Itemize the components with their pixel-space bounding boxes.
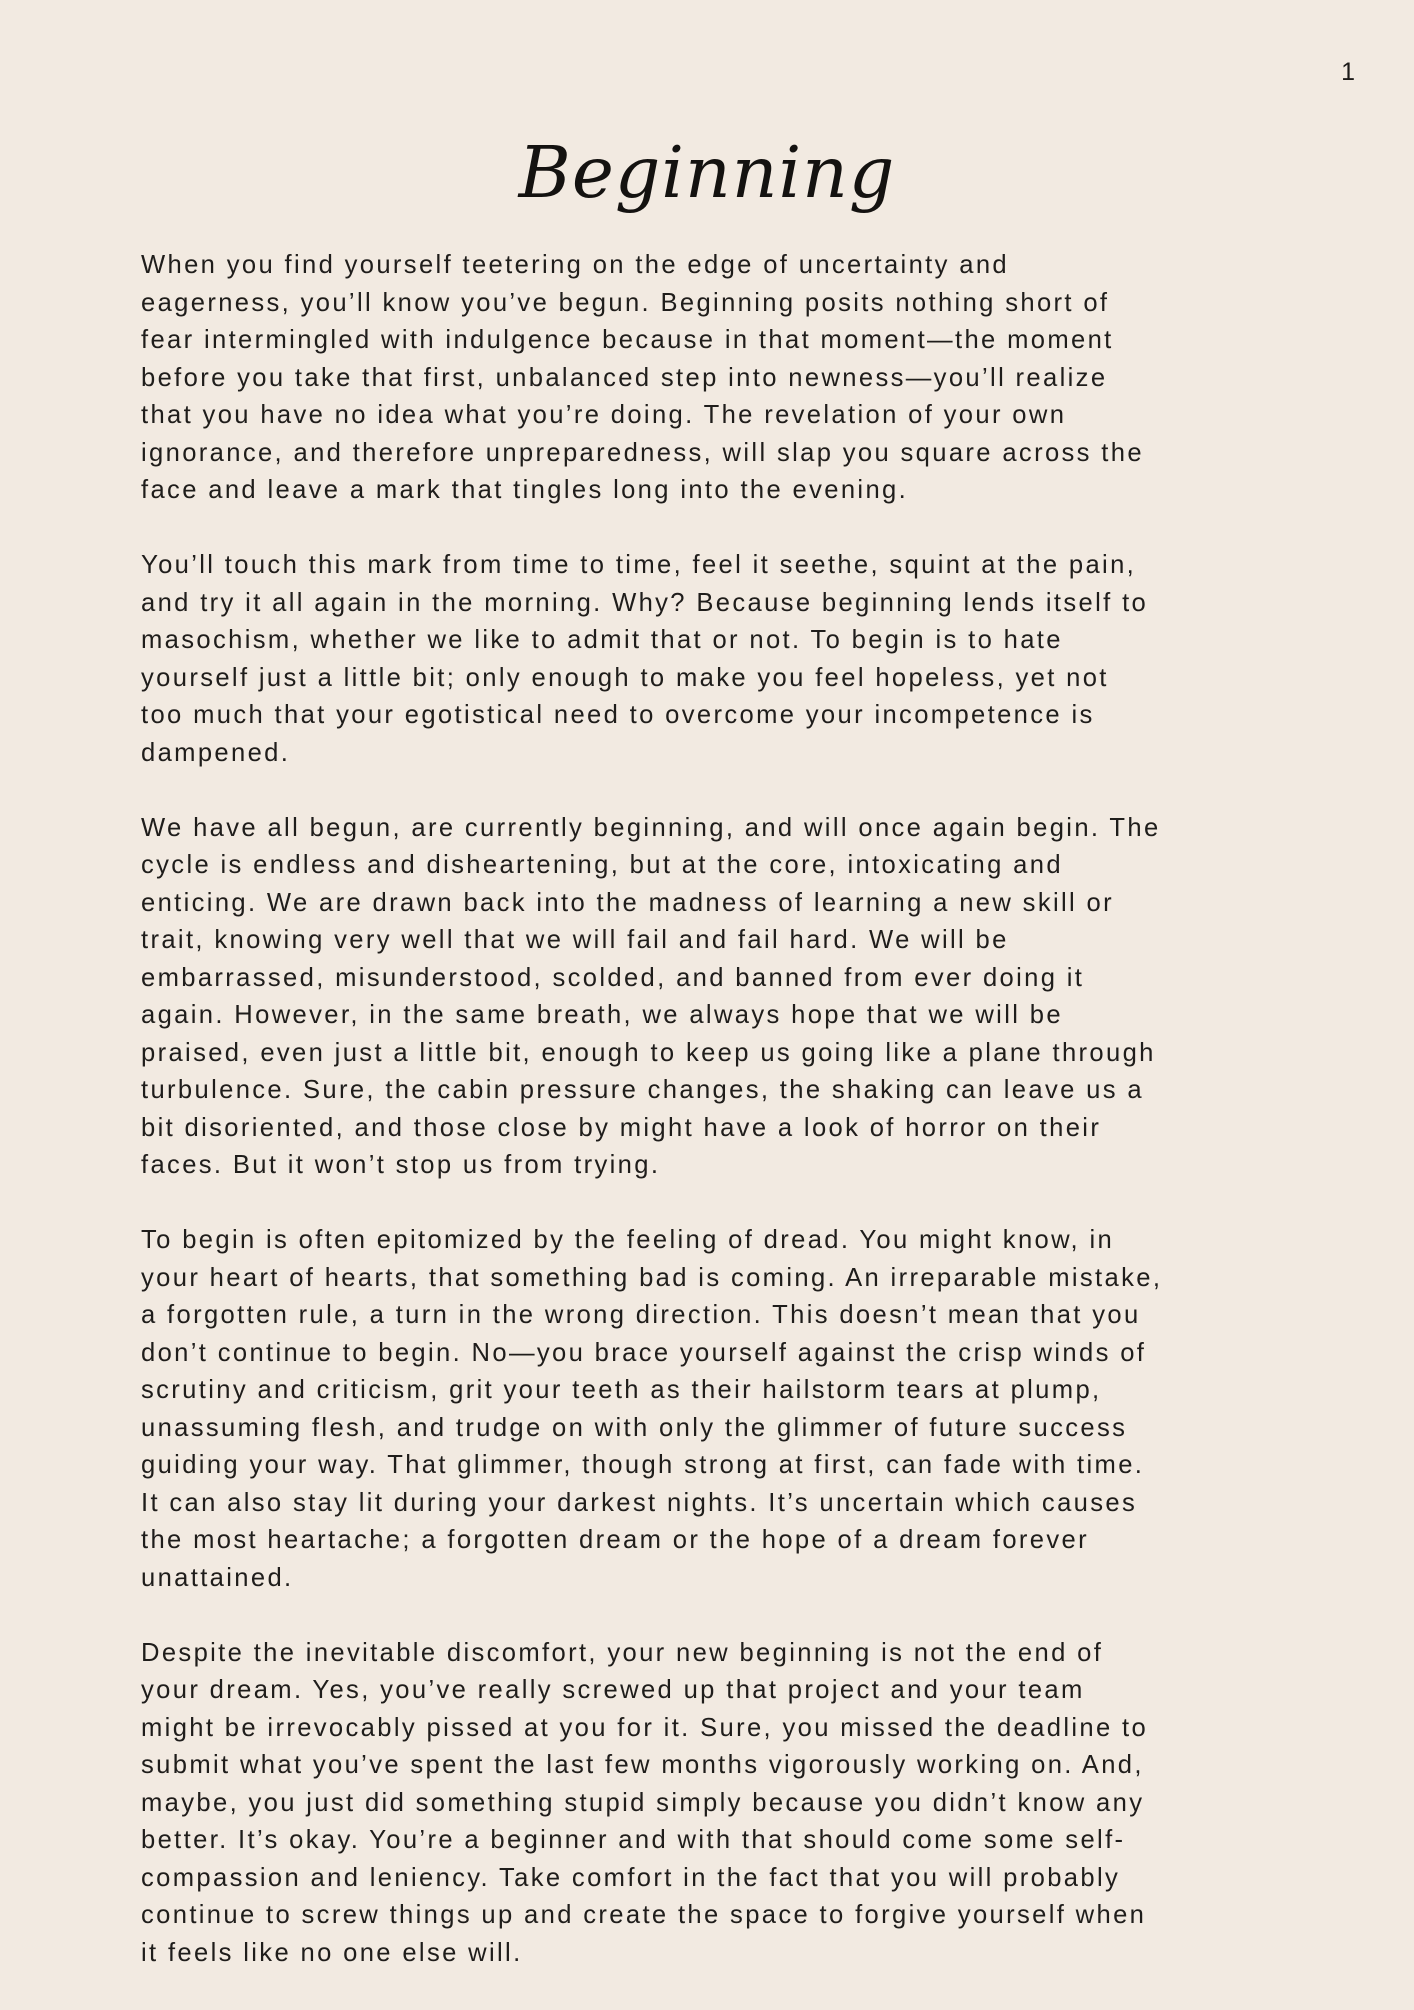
text-line: too much that your egotistical need to overcome your incompetence is xyxy=(141,701,1095,729)
text-line: enticing. We are drawn back into the madness of learning a new skill or xyxy=(141,888,1115,917)
text-line: Despite the inevitable discomfort, your new beginning is not the end of xyxy=(141,1638,1104,1667)
text-line: a forgotten rule, a turn in the wrong direction. This doesn’t mean that you xyxy=(141,1301,1141,1329)
paragraph xyxy=(141,247,1273,510)
text-line: face and leave a mark that tingles long into the evening. xyxy=(141,476,909,504)
text-line: before you take that first, unbalanced step into newness—you’ll realize xyxy=(141,363,1108,392)
text-line: eagerness, you’ll know you’ve begun. Beginning posits nothing short of xyxy=(141,288,1110,317)
text-line: trait, knowing very well that we will fail and fail hard. We will be xyxy=(141,926,1009,954)
paragraph xyxy=(141,810,1273,1185)
text-line: that you have no idea what you’re doing. The revelation of your own xyxy=(141,401,1067,429)
text-line: better. It’s okay. You’re a beginner and with that should come some self- xyxy=(141,1826,1126,1854)
text-line: masochism, whether we like to admit that or not. To begin is to hate xyxy=(141,626,1063,654)
paragraph xyxy=(141,547,1273,772)
text-line: When you find yourself teetering on the edge of uncertainty and xyxy=(141,251,1009,279)
text-line: submit what you’ve spent the last few months vigorously working on. And, xyxy=(141,1751,1144,1779)
paragraph xyxy=(141,1635,1273,1973)
text-line: the most heartache; a forgotten dream or the hope of a dream forever xyxy=(141,1526,1089,1554)
text-line: We have all begun, are currently beginning, and will once again begin. The xyxy=(141,813,1161,842)
text-line: turbulence. Sure, the cabin pressure changes, the shaking can leave us a xyxy=(141,1076,1144,1104)
text-line: guiding your way. That glimmer, though strong at first, can fade with time. xyxy=(141,1451,1145,1479)
page-title: Beginning xyxy=(518,131,896,214)
text-line: compassion and leniency. Take comfort in the fact that you will probably xyxy=(141,1863,1121,1892)
text-line: embarrassed, misunderstood, scolded, and banned from ever doing it xyxy=(141,963,1085,992)
text-line: your dream. Yes, you’ve really screwed up that project and your team xyxy=(141,1676,1085,1704)
text-line: your heart of hearts, that something bad is coming. An irreparable mistake, xyxy=(141,1263,1163,1292)
text-line: You’ll touch this mark from time to time, feel it seethe, squint at the pain, xyxy=(141,551,1137,579)
paragraph xyxy=(141,1222,1273,1597)
text-line: don’t continue to begin. No—you brace yourself against the crisp winds of xyxy=(141,1338,1147,1367)
text-line: fear intermingled with indulgence because in that moment—the moment xyxy=(141,326,1114,354)
text-line: it feels like no one else will. xyxy=(141,1938,523,1967)
text-line: praised, even just a little bit, enough to keep us going like a plane through xyxy=(141,1038,1156,1067)
page-number: 1 xyxy=(1341,58,1356,86)
body-text xyxy=(141,247,1273,2010)
text-line: yourself just a little bit; only enough to make you feel hopeless, yet not xyxy=(141,663,1109,692)
text-line: ignorance, and therefore unpreparedness, will slap you square across the xyxy=(141,438,1144,467)
text-line: and try it all again in the morning. Why? Because beginning lends itself to xyxy=(141,588,1149,617)
text-line: scrutiny and criticism, grit your teeth as their hailstorm tears at plump, xyxy=(141,1376,1102,1404)
text-line: faces. But it won’t stop us from trying. xyxy=(141,1151,661,1179)
text-line: maybe, you just did something stupid simply because you didn’t know any xyxy=(141,1788,1145,1817)
text-line: might be irrevocably pissed at you for it. Sure, you missed the deadline to xyxy=(141,1713,1149,1742)
text-line: unassuming flesh, and trudge on with only the glimmer of future success xyxy=(141,1413,1128,1442)
text-line: To begin is often epitomized by the feeling of dread. You might know, in xyxy=(141,1226,1115,1254)
text-line: unattained. xyxy=(141,1563,294,1592)
text-line: again. However, in the same breath, we always hope that we will be xyxy=(141,1001,1063,1029)
text-line: continue to screw things up and create the space to forgive yourself when xyxy=(141,1901,1147,1929)
text-line: It can also stay lit during your darkest nights. It’s uncertain which causes xyxy=(141,1488,1138,1517)
text-line: bit disoriented, and those close by might have a look of horror on their xyxy=(141,1113,1102,1142)
text-line: dampened. xyxy=(141,738,291,767)
text-line: cycle is endless and disheartening, but at the core, intoxicating and xyxy=(141,851,1063,879)
